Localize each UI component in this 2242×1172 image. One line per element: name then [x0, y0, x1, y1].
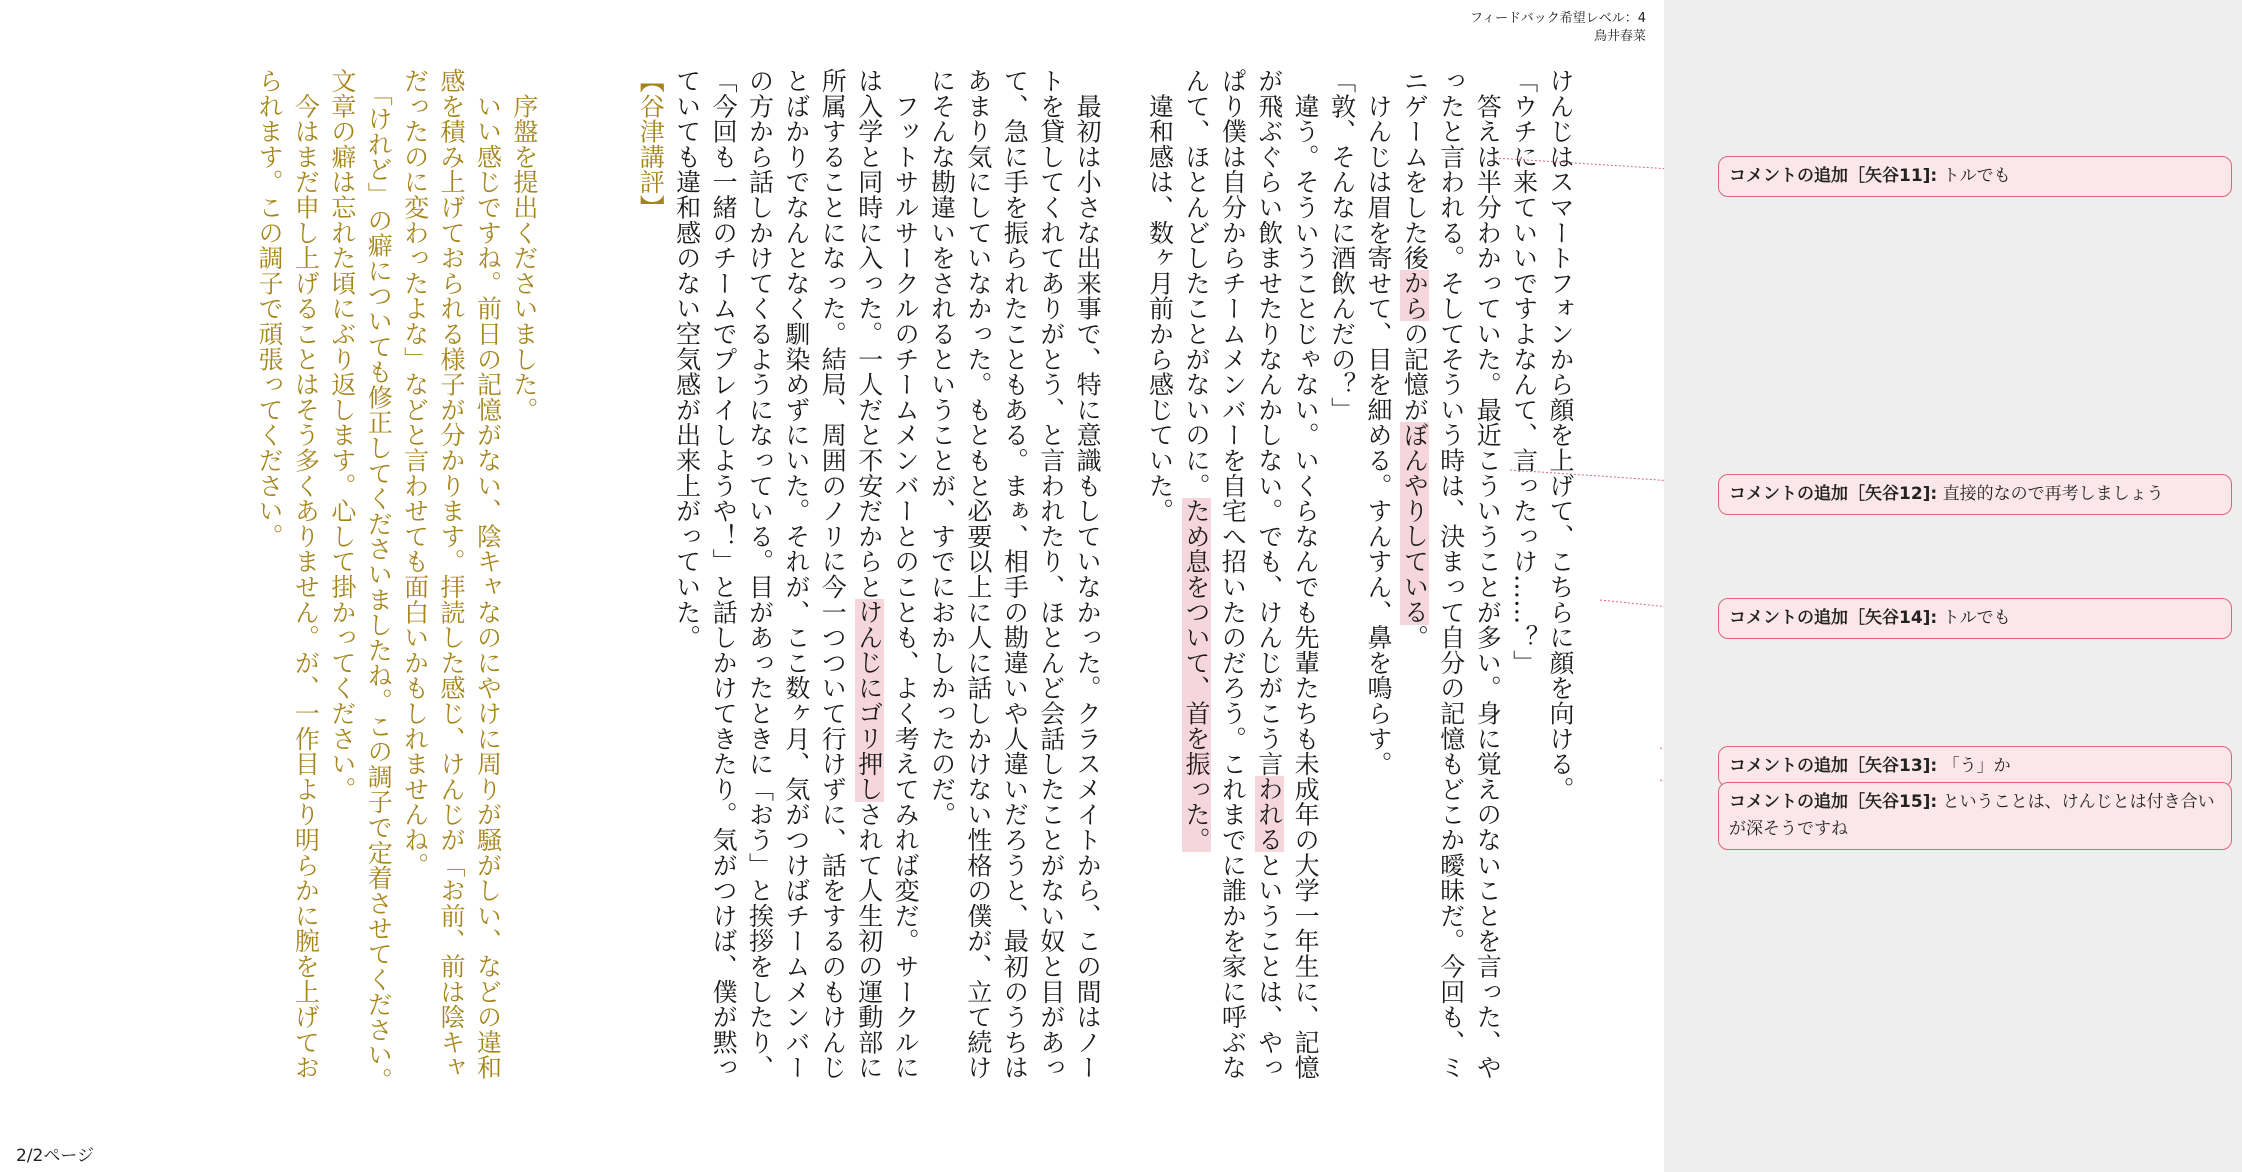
highlight-tameiki[interactable]: ため息をついて、首を振った。 [1181, 498, 1211, 853]
paragraph-7: 違和感は、数ヶ月前から感じていた。 [1145, 68, 1175, 524]
review-paragraph-2: いい感じですね。前日の記憶がない、陰キャなのにやけに周りが騒がしい、などの違和感を積み上げておられる様子が分かります。拝読した感じ、けんじが「お前、前は陰キャだったのに変わったよな」などと言わせても面白いかもしれませんね。 [400, 68, 503, 1080]
paragraph-3: 答えは半分わかっていた。最近こういうことが多い。身に覚えのないことを言った、やったと言われる。そしてそういう時は、決まって自分の記憶もどこか曖昧だ。今回も、ミニゲームをした後からの記憶がぼんやりしている。 [1400, 68, 1503, 1080]
highlight-kara[interactable]: から [1400, 270, 1430, 322]
highlight-bonyari[interactable]: ぼんやりしている [1400, 422, 1430, 625]
review-paragraph-1: 序盤を提出くださいました。 [509, 68, 539, 423]
comment-sidebar [1664, 0, 2242, 1172]
paragraph-5: 「敦、そんなに酒飲んだの？」 [1327, 68, 1357, 423]
author-name: 鳥井春菜 [1593, 29, 1646, 44]
review-paragraph-3: 「けれど」の癖についても修正してくださいましたね。この調子で定着させてください。文章の癖は忘れた頃にぶり返します。心して掛かってください。 [327, 68, 394, 1093]
page-counter: 2/2ページ [16, 1146, 95, 1166]
paragraph-2: 「ウチに来ていいですよなんて、言ったっけ……？」 [1509, 68, 1539, 676]
comment-yatani-12[interactable]: コメントの追加［矢谷12]: 直接的なので再考しましょう [1718, 474, 2232, 515]
comment-yatani-13[interactable]: コメントの追加［矢谷13]: 「う」か [1718, 746, 2232, 787]
document-header [1300, 10, 1646, 46]
review-paragraph-4: 今はまだ申し上げることはそう多くありません。が、一作目より明らかに腕を上げておられます。この調子で頑張ってください。 [255, 68, 321, 1080]
paragraph-4: けんじは眉を寄せて、目を細める。すんすん、鼻を鳴らす。 [1363, 68, 1393, 777]
feedback-level-label: フィードバック希望レベル：4 [1470, 11, 1646, 26]
highlight-gorioshi[interactable]: けんじにゴリ押し [854, 599, 884, 802]
comment-yatani-15[interactable]: コメントの追加［矢谷15]: ということは、けんじとは付き合いが深そうですね [1718, 782, 2232, 850]
review-title: 【谷津講評】 [636, 68, 666, 220]
highlight-wareru[interactable]: われる [1254, 776, 1284, 853]
paragraph-8: 最初は小さな出来事で、特に意識もしていなかった。クラスメイトから、この間はノートを貸してくれてありがとう、と言われたり、ほとんど会話したことがない奴と目があって、急に手を振られたこともある。まぁ、相手の勘違いや人違いだろうと、最初のうちはあまり気にしていなかった。もともと必要以上に人に話しかけない性格の僕が、立て続けにそんな勘違いをされるということが、すでにおかしかったのだ。 [927, 68, 1103, 1080]
comment-yatani-11[interactable]: コメントの追加［矢谷11]: トルでも [1718, 156, 2232, 197]
comment-yatani-14[interactable]: コメントの追加［矢谷14]: トルでも [1718, 598, 2232, 639]
paragraph-1: けんじはスマートフォンから顔を上げて、こちらに顔を向ける。 [1546, 68, 1575, 802]
manuscript-body [255, 68, 1578, 1098]
paragraph-9: フットサルサークルのチームメンバーとのことも、よく考えてみれば変だ。サークルには入学と同時に入った。一人だと不安だからとけんじにゴリ押しされて人生初の運動部に所属することになった。結局、周囲のノリに今一つついて行けずに、話をするのもけんじとばかりでなんとなく馴染めずにいた。それが、ここ数ヶ月、気がつけばチームメンバーの方から話しかけてくるようになっている。目があったときに「おう」と挨拶をしたり、「今回も一緒のチームでプレイしようや！」と話しかけてきたり。気がつけば、僕が黙っていても違和感のない空気感が出来上がっていた。 [672, 68, 921, 1081]
paragraph-6: 違う。そういうことじゃない。いくらなんでも先輩たちも未成年の大学一年生に、記憶が飛ぶぐらい飲ませたりなんかしない。でも、けんじがこう言われるということは、やっぱり僕は自分からチームメンバーを自宅へ招いたのだろう。これまでに誰かを家に呼ぶなんて、ほとんどしたことがないのに。ため息をついて、首を振った。 [1181, 68, 1321, 1081]
